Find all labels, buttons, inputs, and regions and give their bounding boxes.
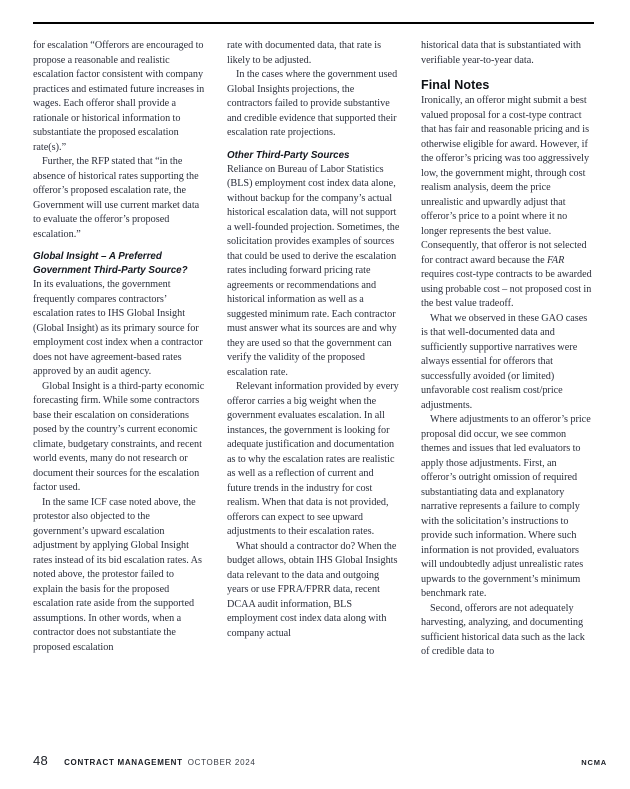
organization-name: NCMA xyxy=(581,758,607,767)
subsection-heading: Other Third-Party Sources xyxy=(227,149,350,161)
issue-date: OCTOBER 2024 xyxy=(187,758,256,767)
subsection-heading: Global Insight – A Preferred Government Third-Party Source? xyxy=(33,251,188,276)
page-footer xyxy=(33,753,607,768)
body-paragraph: In its evaluations, the government frequently compares contractors’ escalation rates to IHS Global Insight (Global Insight) as its primary source for employment cost index when a contractor does not have agreement-based rates approved by an audit agency. xyxy=(33,279,203,377)
text-column-right xyxy=(421,39,594,660)
body-paragraph: In the cases where the government used Global Insights projections, the contractors failed to provide substantive and credible evidence that supported their escalation rate projections. xyxy=(227,69,398,138)
text-run: requires cost-type contracts to be awarded using probable cost – not proposed cost in the best value tradeoff. xyxy=(421,269,592,309)
body-paragraph: Second, offerors are not adequately harvesting, analyzing, and documenting sufficient historical data such as the lack of credible data to xyxy=(421,602,585,657)
body-paragraph: What should a contractor do? When the budget allows, obtain IHS Global Insights data relevant to the data and outgoing years or use FPRA/FPRR data, recent DCAA audit information, BLS employment cost index data along with company actual xyxy=(227,540,398,639)
italic-term: FAR xyxy=(547,254,565,266)
body-paragraph: Where adjustments to an offeror’s price proposal did occur, we see common themes and issues that led evaluators to apply those adjustments. First, an offeror’s outright omission of required substantiating data and explanatory narrative represents a failure to comply with the solicitation’s instructions to provide such information. Where such information is not provided, evaluators will undoubtedly adjust unrealistic rates upwards to the government’s minimum benchmark rate. xyxy=(421,414,591,599)
body-paragraph: In the same ICF case noted above, the protestor also objected to the government’s upward escalation adjustment by applying Global Insight rates instead of its bid escalation rates. As noted above, the protestor failed to explain the basis for the proposed escalation rate aside from the supported assumptions. In other words, when a contractor does not substantiate the proposed escalation xyxy=(33,496,202,653)
body-paragraph: for escalation “Offerors are encouraged to propose a reasonable and realistic escalation factor consistent with company practices and estimated future increases in wages. Each offeror shall provide a rationale or historical information to substantiate the proposed escalation rate(s).” xyxy=(33,40,205,153)
magazine-title: CONTRACT MANAGEMENT xyxy=(64,758,183,767)
body-paragraph: What we observed in these GAO cases is that well-documented data and sufficiently supportive narratives were always essential for offerors that successfully avoided (or limited) unfavorable cost realism cost/price adjustments. xyxy=(421,312,588,411)
body-paragraph: historical data that is substantiated with verifiable year-to-year data. xyxy=(421,40,581,66)
body-paragraph: Reliance on Bureau of Labor Statistics (BLS) employment cost index data alone, without backup for the company’s actual historical escalation data, will not support a well-founded projection. Sometimes, the solicitation provides examples of sources that could be used to derive the escalation rates including forward pricing rate agreements or recommendations and historical information as well as a suggested minimum rate. Each contractor must answer what its sources are and why they are used so that the government can verify the validity of the proposed escalation rate. xyxy=(227,163,400,378)
body-paragraph: Further, the RFP stated that “in the absence of historical rates supporting the offeror’s proposed escalation rate, the Government will use current market data to evaluate the offeror’s proposed escalation.” xyxy=(33,156,200,240)
text-run: Ironically, an offeror might submit a best valued proposal for a cost-type contract that has fair and reasonable pricing and is otherwise eligible for award. However, if the offeror’s pricing was too aggressively low, the government might, through cost realism analysis, deem the price unrealistic and upwardly adjust that offeror’s price to a point where it no longer represents the best value. Consequently, that offeror is not selected for contract award because the xyxy=(421,95,590,266)
body-paragraph: Relevant information provided by every offeror carries a big weight when the government evaluates escalation. In all instances, the government is looking for adequate justification and documentation as to why the escalation rates are realistic as well as a reflection of current and future trends in the industry for cost realism. When that data is not provided, offerors can expect to see upward adjustments to their escalation rates. xyxy=(227,381,399,537)
body-paragraph xyxy=(421,94,594,312)
text-column-left xyxy=(33,39,206,660)
body-paragraph: rate with documented data, that rate is likely to be adjusted. xyxy=(227,40,382,66)
page-number: 48 xyxy=(33,753,49,768)
section-heading: Final Notes xyxy=(421,78,490,92)
body-paragraph: Global Insight is a third-party economic forecasting firm. While some contractors base their escalation on considerations posed by the country’s current economic climate, budgetary constraints, and recent world events, many do not research or document their sources for the escalation factor used. xyxy=(33,380,205,493)
article-body xyxy=(33,39,594,660)
top-rule-divider xyxy=(33,22,594,24)
text-column-middle xyxy=(227,39,400,660)
